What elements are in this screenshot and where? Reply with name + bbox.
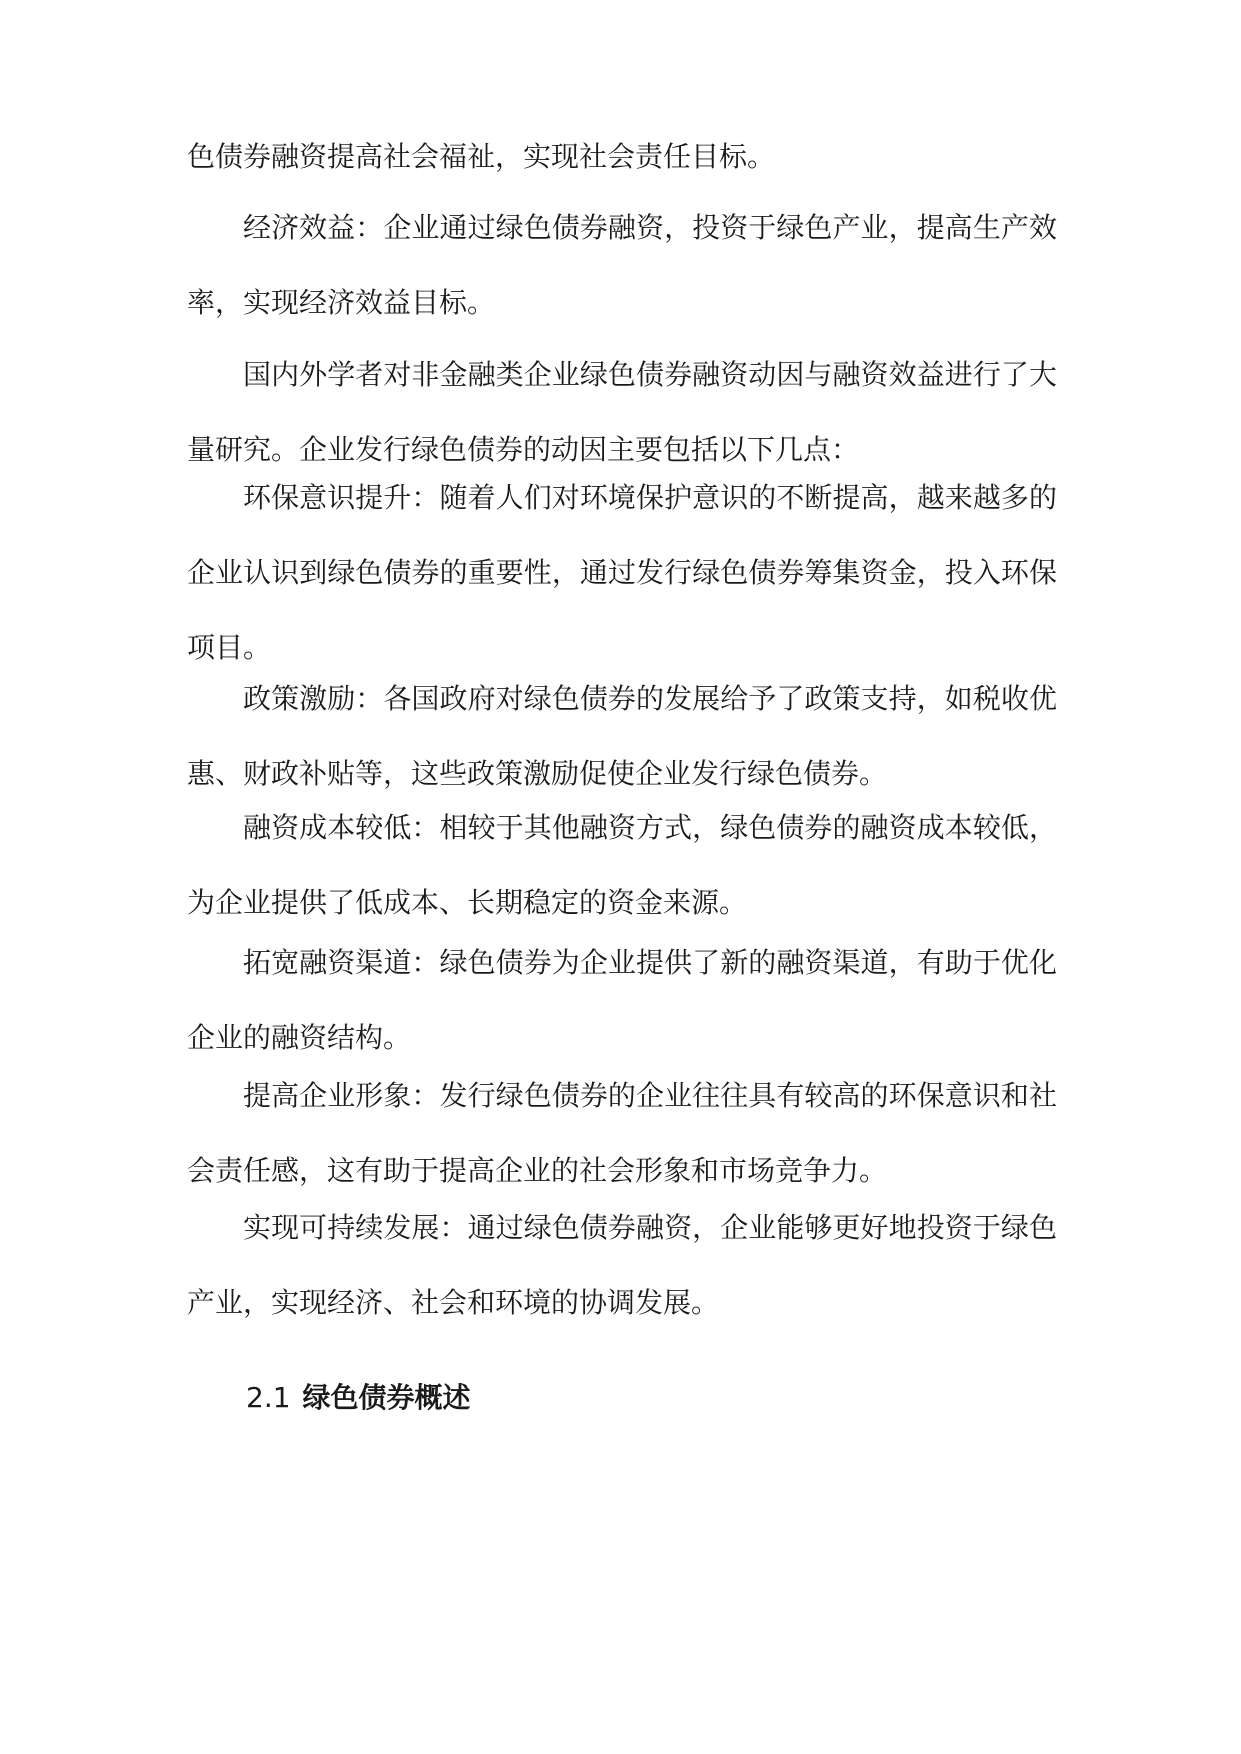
- paragraph-policy-incentive: 政策激励：各国政府对绿色债券的发展给予了政策支持，如税收优惠、财政补贴等，这些政策激励促使企业发行绿色债券。: [187, 682, 1057, 790]
- section-number: 2.1: [246, 1381, 291, 1414]
- paragraph-broaden-channels: 拓宽融资渠道：绿色债券为企业提供了新的融资渠道，有助于优化企业的融资结构。: [187, 946, 1057, 1054]
- paragraph-environmental-awareness: 环保意识提升：随着人们对环境保护意识的不断提高，越来越多的企业认识到绿色债券的重要性，通过发行绿色债券筹集资金，投入环保项目。: [187, 481, 1057, 664]
- paragraph-sustainable-development: 实现可持续发展：通过绿色债券融资，企业能够更好地投资于绿色产业，实现经济、社会和环境的协调发展。: [187, 1211, 1057, 1319]
- section-title: 绿色债券概述: [302, 1381, 471, 1414]
- section-heading: [246, 1378, 471, 1418]
- paragraph-economic-benefit: 经济效益：企业通过绿色债券融资，投资于绿色产业，提高生产效率，实现经济效益目标。: [187, 211, 1057, 319]
- paragraph-corporate-image: 提高企业形象：发行绿色债券的企业往往具有较高的环保意识和社会责任感，这有助于提高企业的社会形象和市场竞争力。: [187, 1079, 1057, 1187]
- paragraph-continuation: 色债券融资提高社会福祉，实现社会责任目标。: [187, 140, 776, 173]
- paragraph-low-financing-cost: 融资成本较低：相较于其他融资方式，绿色债券的融资成本较低，为企业提供了低成本、长期稳定的资金来源。: [187, 811, 1057, 919]
- paragraph-research-intro: 国内外学者对非金融类企业绿色债券融资动因与融资效益进行了大量研究。企业发行绿色债券的动因主要包括以下几点：: [187, 358, 1057, 466]
